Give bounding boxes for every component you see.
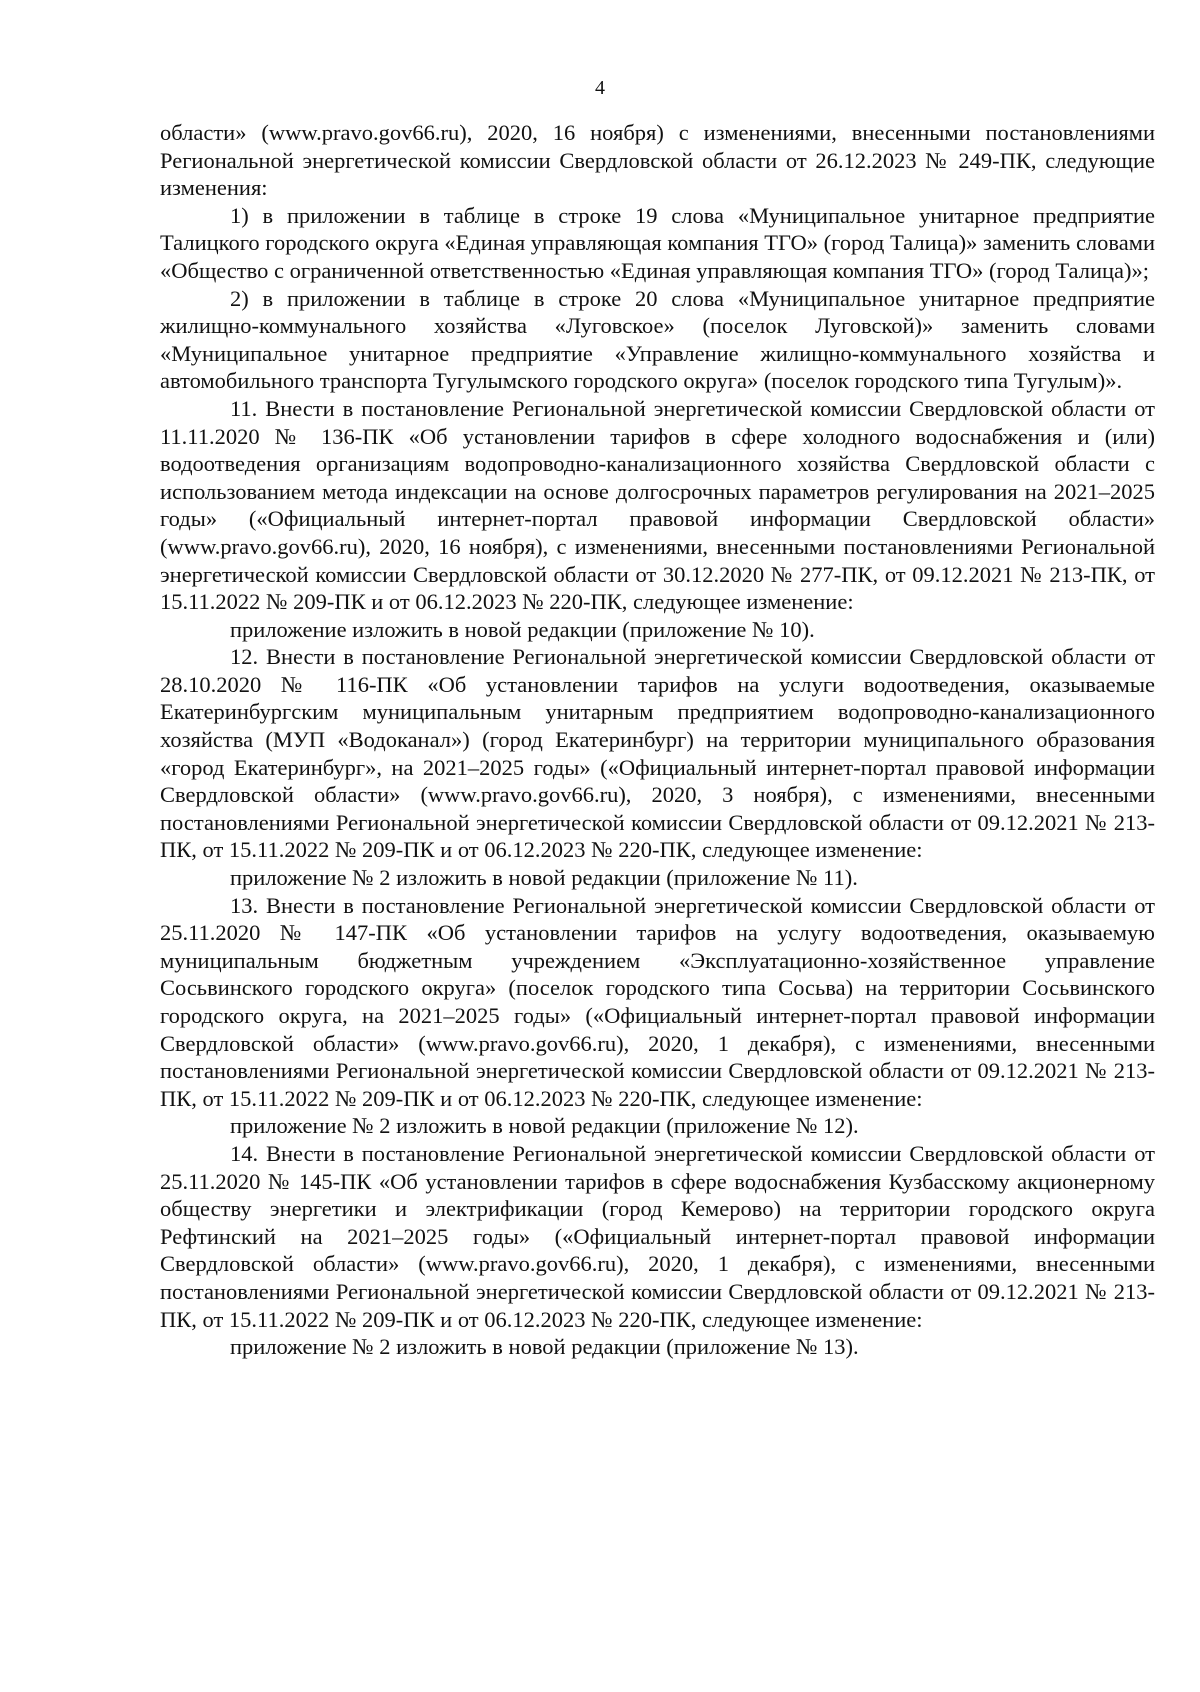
paragraph-section-13: 13. Внести в постановление Региональной энергетической комиссии Свердловской области от 25.11.2020 № 147-ПК «Об установлении тарифов на услугу водоотведения, оказываемую муниципальным бюджетным учреждением «Эксплуатационно-хозяйственное управление Сосьвинского городского округа» (поселок городского типа Сосьва) на территории Сосьвинского городского округа, на 2021–2025 годы» («Официальный интернет-портал правовой информации Свердловской области» (www.pravo.gov66.ru), 2020, 1 декабря), с изменениями, внесенными постановлениями Региональной энергетической комиссии Свердловской области от 09.12.2021 № 213-ПК, от 15.11.2022 № 209-ПК и от 06.12.2023 № 220-ПК, следующее изменение: xyxy=(160,892,1155,1111)
paragraph-continuation: области» (www.pravo.gov66.ru), 2020, 16 ноября) с изменениями, внесенными постановлениями Региональной энергетической комиссии Свердловской области от 26.12.2023 № 249-ПК, следующие изменения: xyxy=(160,120,1155,201)
paragraph-section-14-change: приложение № 2 изложить в новой редакции (приложение № 13). xyxy=(230,1334,859,1360)
paragraph-item-1: 1) в приложении в таблице в строке 19 слова «Муниципальное унитарное предприятие Талицкого городского округа «Единая управляющая компания ТГО» (город Талица)» заменить словами «Общество с ограниченной ответственностью «Единая управляющая компания ТГО» (город Талица)»; xyxy=(160,202,1155,283)
paragraph-section-13-change: приложение № 2 изложить в новой редакции (приложение № 12). xyxy=(230,1113,859,1139)
paragraph-section-14: 14. Внести в постановление Региональной энергетической комиссии Свердловской области от 25.11.2020 № 145-ПК «Об установлении тарифов в сфере водоснабжения Кузбасскому акционерному обществу энергетики и электрификации (город Кемерово) на территории городского округа Рефтинский на 2021–2025 годы» («Официальный интернет-портал правовой информации Свердловской области» (www.pravo.gov66.ru), 2020, 1 декабря), с изменениями, внесенными постановлениями Региональной энергетической комиссии Свердловской области от 09.12.2021 № 213-ПК, от 15.11.2022 № 209-ПК и от 06.12.2023 № 220-ПК, следующее изменение: xyxy=(160,1140,1155,1332)
page-number: 4 xyxy=(595,77,605,99)
paragraph-section-11: 11. Внести в постановление Региональной энергетической комиссии Свердловской области от 11.11.2020 № 136-ПК «Об установлении тарифов в сфере холодного водоснабжения и (или) водоотведения организациям водопроводно-канализационного хозяйства Свердловской области с использованием метода индексации на основе долгосрочных параметров регулирования на 2021–2025 годы» («Официальный интернет-портал правовой информации Свердловской области» (www.pravo.gov66.ru), 2020, 16 ноября), с изменениями, внесенными постановлениями Региональной энергетической комиссии Свердловской области от 30.12.2020 № 277-ПК, от 09.12.2021 № 213-ПК, от 15.11.2022 № 209-ПК и от 06.12.2023 № 220-ПК, следующее изменение: xyxy=(160,395,1155,615)
paragraph-section-12: 12. Внести в постановление Региональной энергетической комиссии Свердловской области от 28.10.2020 № 116-ПК «Об установлении тарифов на услуги водоотведения, оказываемые Екатеринбургским муниципальным унитарным предприятием водопроводно-канализационного хозяйства (МУП «Водоканал») (город Екатеринбург) на территории муниципального образования «город Екатеринбург», на 2021–2025 годы» («Официальный интернет-портал правовой информации Свердловской области» (www.pravo.gov66.ru), 2020, 3 ноября), с изменениями, внесенными постановлениями Региональной энергетической комиссии Свердловской области от 09.12.2021 № 213-ПК, от 15.11.2022 № 209-ПК и от 06.12.2023 № 220-ПК, следующее изменение: xyxy=(160,644,1155,863)
paragraph-section-11-change: приложение изложить в новой редакции (приложение № 10). xyxy=(230,616,815,642)
paragraph-section-12-change: приложение № 2 изложить в новой редакции (приложение № 11). xyxy=(230,865,858,891)
document-body xyxy=(160,119,1155,1361)
paragraph-item-2: 2) в приложении в таблице в строке 20 слова «Муниципальное унитарное предприятие жилищно-коммунального хозяйства «Луговское» (поселок Луговской)» заменить словами «Муниципальное унитарное предприятие «Управление жилищно-коммунального хозяйства и автомобильного транспорта Тугулымского городского округа» (поселок городского типа Тугулым)». xyxy=(160,285,1155,394)
